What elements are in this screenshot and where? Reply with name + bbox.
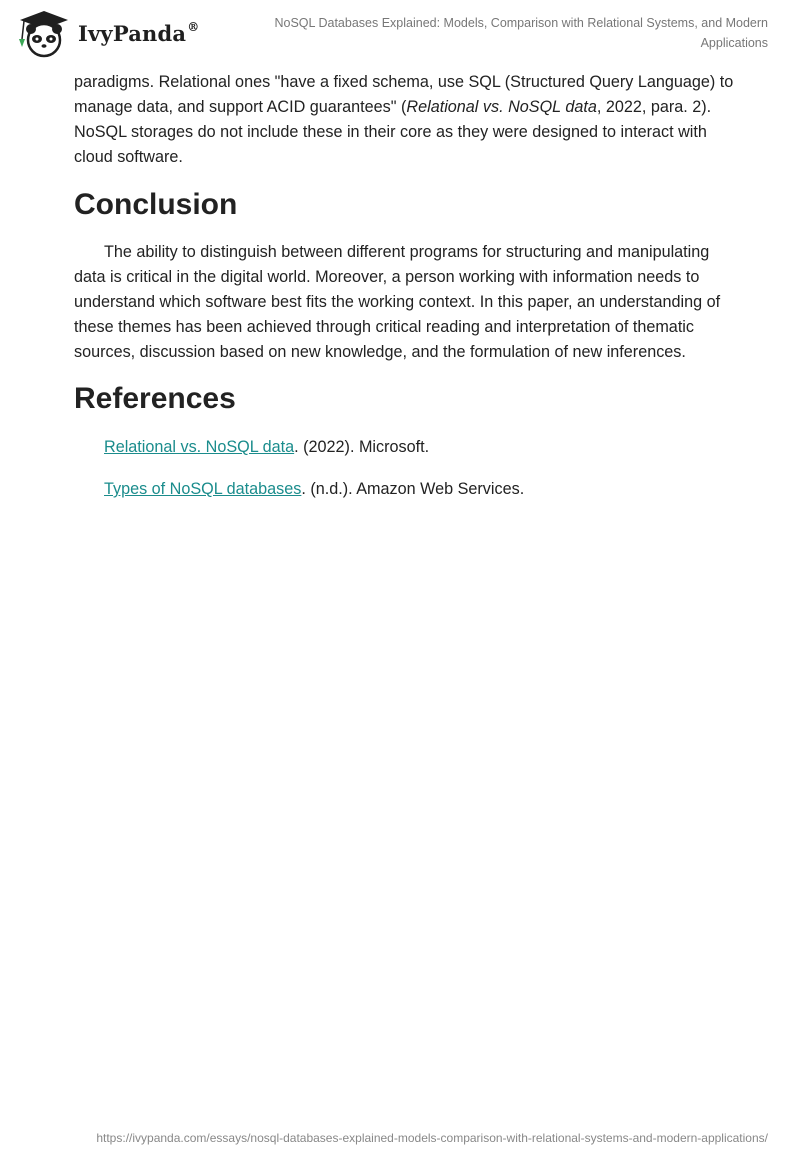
- conclusion-paragraph: The ability to distinguish between different programs for structuring and manipulating data is critical in the digital world. Moreover, a person working with information needs to understand which software best fits the working context. In this paper, an understanding of these themes has been achieved through critical reading and interpretation of thematic sources, discussion based on new knowledge, and the formulation of new inferences.: [74, 243, 721, 361]
- reference-link[interactable]: Relational vs. NoSQL data: [104, 438, 295, 456]
- intro-paragraph: paradigms. Relational ones "have a fixed schema, use SQL (Structured Query Language) to manage data, and support ACID guarantees" (Relational vs. NoSQL data, 2022, para. 2). NoSQL storages do not include these in their core as they were designed to interact with cloud software.: [74, 73, 734, 166]
- reference-link[interactable]: Types of NoSQL databases: [104, 480, 302, 498]
- ivypanda-logo[interactable]: [16, 9, 206, 59]
- references-heading: References: [74, 382, 236, 415]
- logo-wordmark: IvyPanda®: [78, 20, 200, 46]
- document-title: NoSQL Databases Explained: Models, Comparison with Relational Systems, and Modern Applications: [274, 16, 768, 50]
- reference-item: Relational vs. NoSQL data. (2022). Microsoft.: [104, 438, 430, 456]
- panda-graduate-icon: [16, 9, 72, 59]
- page-header: [0, 0, 800, 70]
- conclusion-heading: Conclusion: [74, 188, 238, 221]
- page-url[interactable]: https://ivypanda.com/essays/nosql-databases-explained-models-comparison-with-relational-systems-and-modern-applications/: [96, 1131, 768, 1145]
- cited-source-title: Relational vs. NoSQL data: [406, 98, 597, 116]
- essay-body: [74, 70, 734, 519]
- reference-item: Types of NoSQL databases. (n.d.). Amazon Web Services.: [104, 480, 525, 498]
